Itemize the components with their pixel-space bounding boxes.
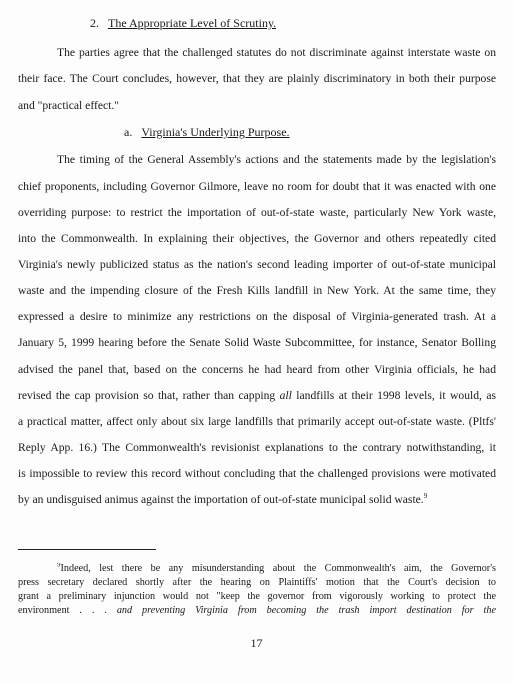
italic-line-after: landfills at their 1998 levels, it would, as bbox=[291, 389, 496, 402]
paragraph-2-line-11: a practical matter, affect only about six large landfills that primarily accept out-of-state waste. (Pltfs' bbox=[18, 415, 496, 428]
paragraph-1-line-1: The parties agree that the challenged statutes do not discriminate against interstate waste on bbox=[57, 46, 496, 59]
subsection-heading bbox=[124, 125, 290, 139]
footnote-line-3: grant a preliminary injunction would not "keep the governor from vigorously working to protect the bbox=[18, 591, 496, 602]
subsection-title: Virginia's Underlying Purpose. bbox=[141, 125, 290, 139]
paragraph-2-line-2: chief proponents, including Governor Gilmore, leave no room for doubt that it was enacted with one bbox=[18, 180, 496, 193]
paragraph-2-line-9: advised the panel that, based on the concerns he had heard from other Virginia officials, he had bbox=[18, 363, 496, 376]
footnote-line-4-plain: environment . . . bbox=[18, 605, 117, 616]
paragraph-2-line-8: January 5, 1999 hearing before the Senate Solid Waste Subcommittee, for instance, Senator Bolling bbox=[18, 336, 496, 349]
page-number: 17 bbox=[250, 636, 263, 650]
paragraph-2-line-14 bbox=[18, 493, 496, 507]
section-title: The Appropriate Level of Scrutiny. bbox=[108, 16, 277, 30]
footnote-line-2: press secretary declared shortly after the hearing on Plaintiffs' motion that the Court's decision to bbox=[18, 577, 496, 588]
paragraph-1-line-3: and "practical effect." bbox=[18, 99, 119, 112]
italic-line-before: revised the cap provision so that, rather than capping bbox=[18, 389, 280, 402]
footnote-line-1-text: Indeed, lest there be any misunderstanding about the Commonwealth's aim, the Governor's bbox=[60, 563, 496, 574]
footnote-line-4-italic: and preventing Virginia from becoming the trash import destination for the bbox=[116, 605, 496, 616]
italic-line-emphasis: all bbox=[279, 389, 292, 402]
footnote-line-4 bbox=[18, 605, 496, 617]
footnote-marker: 9 bbox=[57, 563, 61, 569]
paragraph-2-line-5: Virginia's newly publicized status as the nation's second leading importer of out-of-state municipal bbox=[18, 258, 496, 271]
section-heading bbox=[90, 16, 276, 30]
footnote-reference[interactable]: 9 bbox=[423, 493, 428, 501]
paragraph-2-line-6: waste and the impending closure of the Fresh Kills landfill in New York. At the same time, they bbox=[18, 284, 496, 297]
subsection-letter: a. bbox=[124, 125, 133, 139]
paragraph-1-line-2: their face. The Court concludes, however, that they are plainly discriminatory in both their purpose bbox=[18, 72, 496, 85]
paragraph-2-line-10 bbox=[18, 389, 496, 403]
paragraph-2-line-7: expressed a desire to minimize any restrictions on the disposal of Virginia-generated trash. At a bbox=[18, 310, 496, 323]
footnote-separator bbox=[18, 549, 156, 550]
paragraph-2-final-text: by an undisguised animus against the importation of out-of-state municipal solid waste. bbox=[18, 493, 424, 506]
paragraph-2-line-13: is impossible to review this record without concluding that the challenged provisions were motivated bbox=[18, 467, 496, 480]
section-number: 2. bbox=[90, 16, 99, 30]
paragraph-2-line-12: Reply App. 16.) The Commonwealth's revisionist explanations to the contrary notwithstanding, it bbox=[18, 441, 496, 454]
paragraph-2-line-3: overriding purpose: to restrict the importation of out-of-state waste, particularly New York waste, bbox=[18, 206, 496, 219]
paragraph-2-line-4: into the Commonwealth. In explaining their objectives, the Governor and others repeatedly cited bbox=[18, 232, 496, 245]
paragraph-2-line-1: The timing of the General Assembly's actions and the statements made by the legislation's bbox=[57, 153, 496, 166]
footnote-line-1 bbox=[57, 563, 496, 575]
